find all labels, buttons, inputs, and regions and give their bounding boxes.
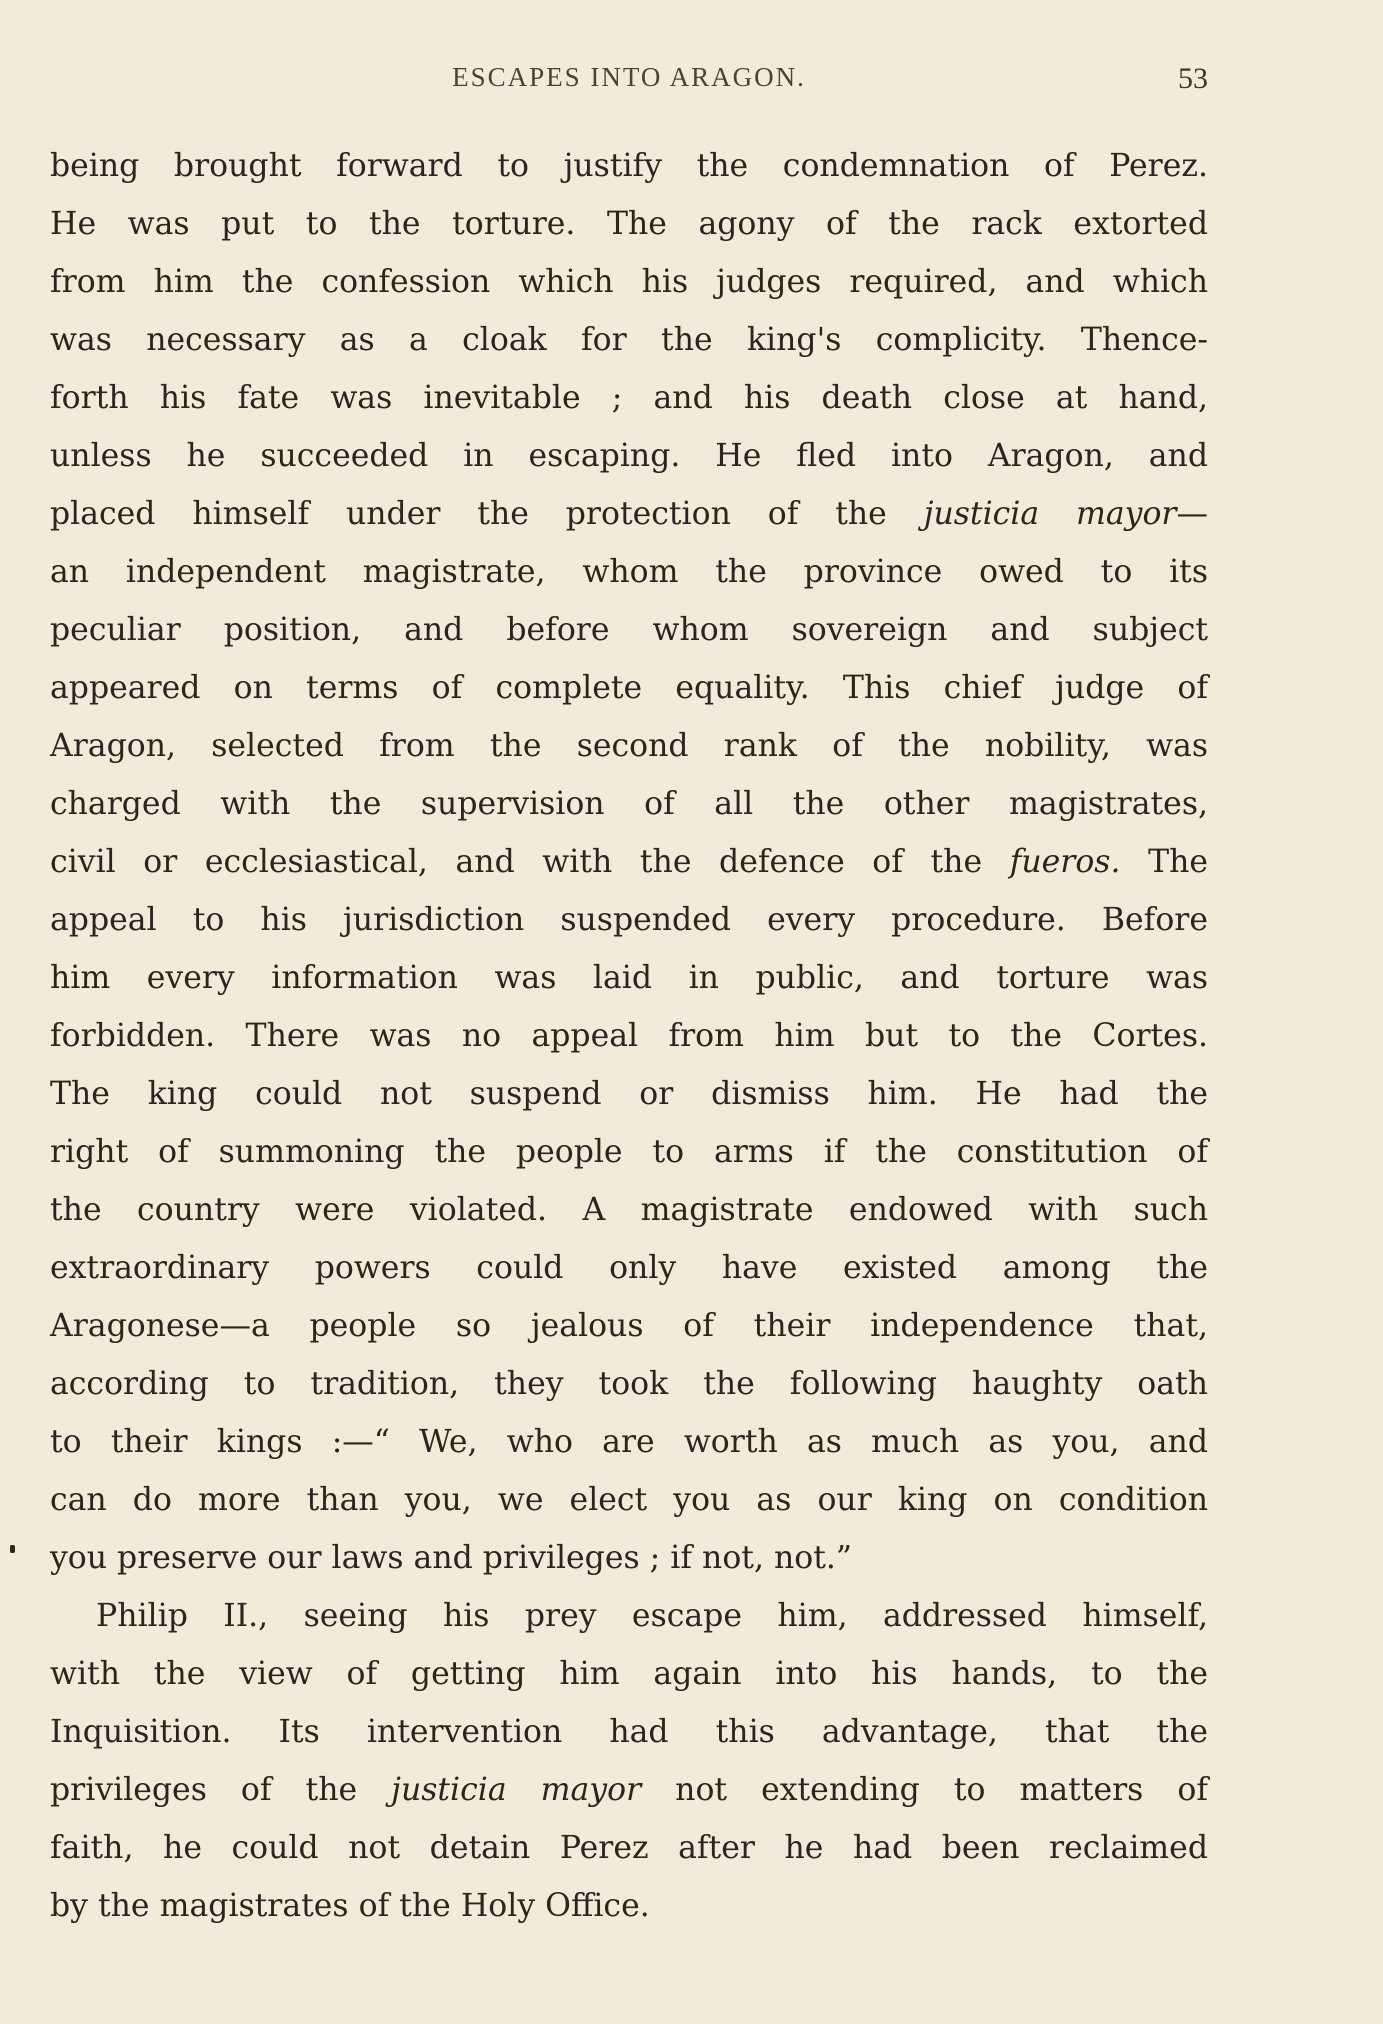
text-line: extraordinary powers could only have existed among the [50,1250,1208,1286]
text-line: Philip II., seeing his prey escape him, addressed himself, [96,1598,1208,1634]
text-line: according to tradition, they took the following haughty oath [50,1366,1208,1402]
paragraph-2 [50,1587,1208,1935]
text-line: right of summoning the people to arms if the constitution of [50,1134,1208,1170]
margin-mark [10,1545,15,1553]
italic-term: justicia mayor [391,1772,642,1808]
text-line: you preserve our laws and privileges ; if not, not.” [50,1540,853,1576]
text-line: forbidden. There was no appeal from him but to the Cortes. [50,1018,1208,1054]
text-run: placed himself under the protection of the [50,496,924,532]
text-line: forth his fate was inevitable ; and his death close at hand, [50,380,1208,416]
text-line [50,833,1208,891]
text-line: Inquisition. Its intervention had this advantage, that the [50,1714,1208,1750]
text-line: an independent magistrate, whom the province owed to its [50,554,1208,590]
text-line: appeal to his jurisdiction suspended every procedure. Before [50,902,1208,938]
text-line: The king could not suspend or dismiss him. He had the [50,1076,1208,1112]
text-line: being brought forward to justify the condemnation of Perez. [50,148,1208,184]
page-header [50,62,1208,102]
text-line: unless he succeeded in escaping. He fled into Aragon, and [50,438,1208,474]
text-line: can do more than you, we elect you as our king on condition [50,1482,1208,1518]
page-number: 53 [1178,62,1208,95]
italic-term: justicia mayor [923,496,1177,532]
text-line: to their kings :—“ We, who are worth as much as you, and [50,1424,1208,1460]
text-line [50,1761,1208,1819]
text-line: Aragonese—a people so jealous of their independence that, [50,1308,1208,1344]
paragraph-1 [50,137,1208,1587]
text-line [50,485,1208,543]
text-body [50,137,1208,1935]
text-line: him every information was laid in public, and torture was [50,960,1208,996]
text-run: The [1120,844,1209,880]
text-line: by the magistrates of the Holy Office. [50,1888,650,1924]
text-line: faith, he could not detain Perez after he had been reclaimed [50,1830,1208,1866]
italic-term: fueros. [1009,844,1121,880]
text-line: was necessary as a cloak for the king's complicity. Thence- [50,322,1208,358]
text-line: from him the confession which his judges required, and which [50,264,1208,300]
text-line: Aragon, selected from the second rank of the nobility, was [50,728,1208,764]
text-line: with the view of getting him again into his hands, to the [50,1656,1208,1692]
text-run: — [1176,496,1208,532]
text-line: charged with the supervision of all the other magistrates, [50,786,1208,822]
text-line: appeared on terms of complete equality. This chief judge of [50,670,1208,706]
text-run: privileges of the [50,1772,392,1808]
text-line: the country were violated. A magistrate endowed with such [50,1192,1208,1228]
text-line: He was put to the torture. The agony of the rack extorted [50,206,1208,242]
text-line: peculiar position, and before whom sovereign and subject [50,612,1208,648]
text-run: not extending to matters of [641,1772,1208,1808]
text-run: civil or ecclesiastical, and with the defence of the [50,844,1010,880]
running-title: ESCAPES INTO ARAGON. [452,62,806,92]
